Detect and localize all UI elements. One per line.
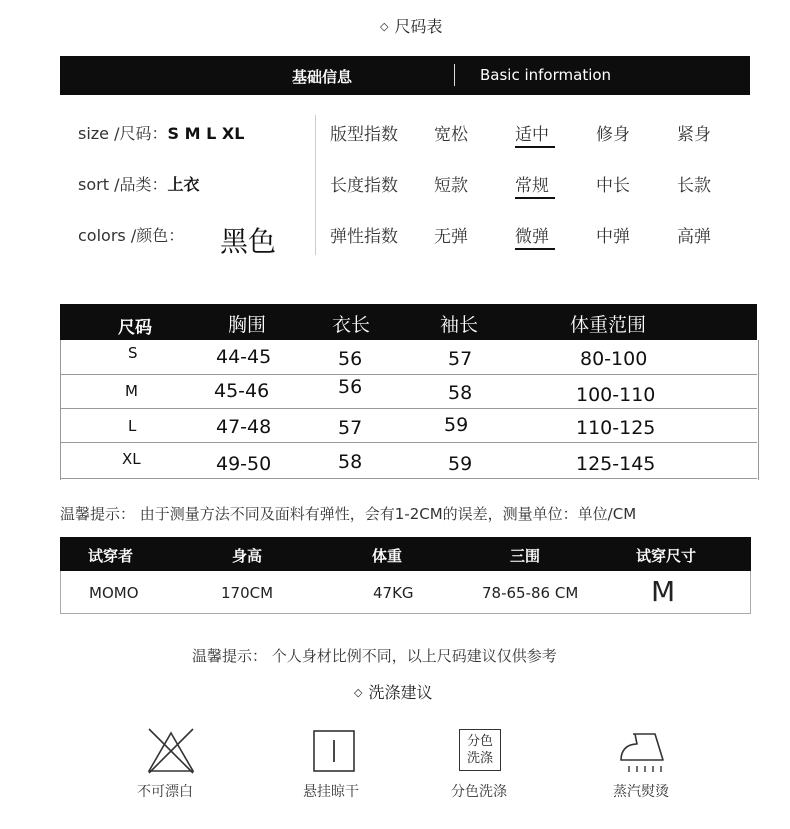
no-bleach-icon bbox=[145, 727, 197, 775]
fit-selected-underline bbox=[515, 146, 555, 148]
elastic-option-none: 无弹 bbox=[434, 227, 468, 247]
wash-label-separate: 分色洗涤 bbox=[451, 784, 507, 800]
elastic-option-slight: 微弹 bbox=[515, 227, 549, 247]
table-row: XL 49-50 58 59 125-145 bbox=[60, 442, 757, 479]
tryon-tip: 温馨提示： 个人身材比例不同，以上尺码建议仅供参考 bbox=[192, 647, 557, 665]
table-row: S 44-45 56 57 80-100 bbox=[60, 340, 757, 375]
elastic-selected-underline bbox=[515, 248, 555, 250]
header-tryon-size: 试穿尺寸 bbox=[636, 547, 697, 565]
length-option-regular: 常规 bbox=[515, 176, 549, 196]
model-measurements: 78-65-86 CM bbox=[482, 584, 579, 602]
size-label: size /尺码： bbox=[78, 124, 168, 143]
tryon-row bbox=[60, 571, 751, 614]
basic-info-header-en: Basic information bbox=[480, 66, 612, 84]
header-weight: 体重 bbox=[372, 547, 403, 565]
size-value: S M L XL bbox=[167, 124, 245, 143]
table-row: L 47-48 57 59 110-125 bbox=[60, 408, 757, 443]
colors-label: colors /颜色： bbox=[78, 226, 185, 245]
fit-option-tight: 紧身 bbox=[677, 125, 711, 145]
elastic-index-label: 弹性指数 bbox=[330, 227, 398, 247]
size-chart-title: ◇ 尺码表 bbox=[380, 17, 443, 36]
sort-label: sort /品类： bbox=[78, 175, 168, 194]
separate-wash-icon-text-2: 洗涤 bbox=[466, 751, 493, 766]
fit-option-slim: 修身 bbox=[596, 125, 630, 145]
separate-wash-icon-text-1: 分色 bbox=[466, 734, 493, 749]
fit-option-regular: 适中 bbox=[515, 125, 549, 145]
fit-index-label: 版型指数 bbox=[330, 125, 398, 145]
length-option-short: 短款 bbox=[434, 176, 468, 196]
basic-info-header-zh: 基础信息 bbox=[292, 68, 353, 86]
info-divider bbox=[315, 115, 316, 255]
measurement-tip: 温馨提示： 由于测量方法不同及面料有弹性，会有1-2CM的误差，测量单位：单位/CM bbox=[60, 505, 637, 523]
sort-value: 上衣 bbox=[167, 175, 200, 194]
elastic-option-medium: 中弹 bbox=[596, 227, 630, 247]
diamond-icon: ◇ bbox=[380, 20, 389, 33]
header-chest: 胸围 bbox=[228, 314, 267, 336]
fit-option-loose: 宽松 bbox=[434, 125, 468, 145]
diamond-icon: ◇ bbox=[354, 686, 363, 699]
model-weight: 47KG bbox=[373, 584, 414, 602]
header-measurements: 三围 bbox=[510, 547, 541, 565]
colors-value: 黑色 bbox=[220, 225, 277, 258]
length-option-medium: 中长 bbox=[596, 176, 630, 196]
header-size: 尺码 bbox=[118, 318, 152, 338]
length-option-long: 长款 bbox=[677, 176, 711, 196]
steam-iron-icon bbox=[615, 728, 671, 776]
header-divider bbox=[454, 64, 455, 86]
wash-label-no-bleach: 不可漂白 bbox=[137, 784, 193, 800]
wash-title: ◇ 洗涤建议 bbox=[354, 683, 433, 702]
size-info bbox=[78, 121, 244, 144]
table-row: M 45-46 56 58 100-110 bbox=[60, 374, 757, 409]
hang-dry-icon bbox=[313, 730, 355, 772]
elastic-option-high: 高弹 bbox=[677, 227, 711, 247]
tryon-table-header bbox=[60, 537, 751, 571]
header-height: 身高 bbox=[232, 547, 263, 565]
header-sleeve: 袖长 bbox=[440, 314, 479, 336]
basic-info-header bbox=[60, 56, 750, 95]
wash-label-hang-dry: 悬挂晾干 bbox=[303, 784, 359, 800]
model-tryon-size: M bbox=[651, 575, 676, 608]
model-height: 170CM bbox=[221, 584, 274, 602]
header-length: 衣长 bbox=[332, 314, 371, 336]
header-weight-range: 体重范围 bbox=[570, 314, 647, 336]
sort-info bbox=[78, 172, 199, 195]
length-index-label: 长度指数 bbox=[330, 176, 398, 196]
wash-label-steam-iron: 蒸汽熨烫 bbox=[613, 784, 669, 800]
length-selected-underline bbox=[515, 197, 555, 199]
model-name: MOMO bbox=[89, 584, 139, 602]
size-table-header bbox=[60, 304, 757, 340]
header-model: 试穿者 bbox=[88, 547, 134, 565]
separate-wash-icon bbox=[459, 729, 501, 771]
